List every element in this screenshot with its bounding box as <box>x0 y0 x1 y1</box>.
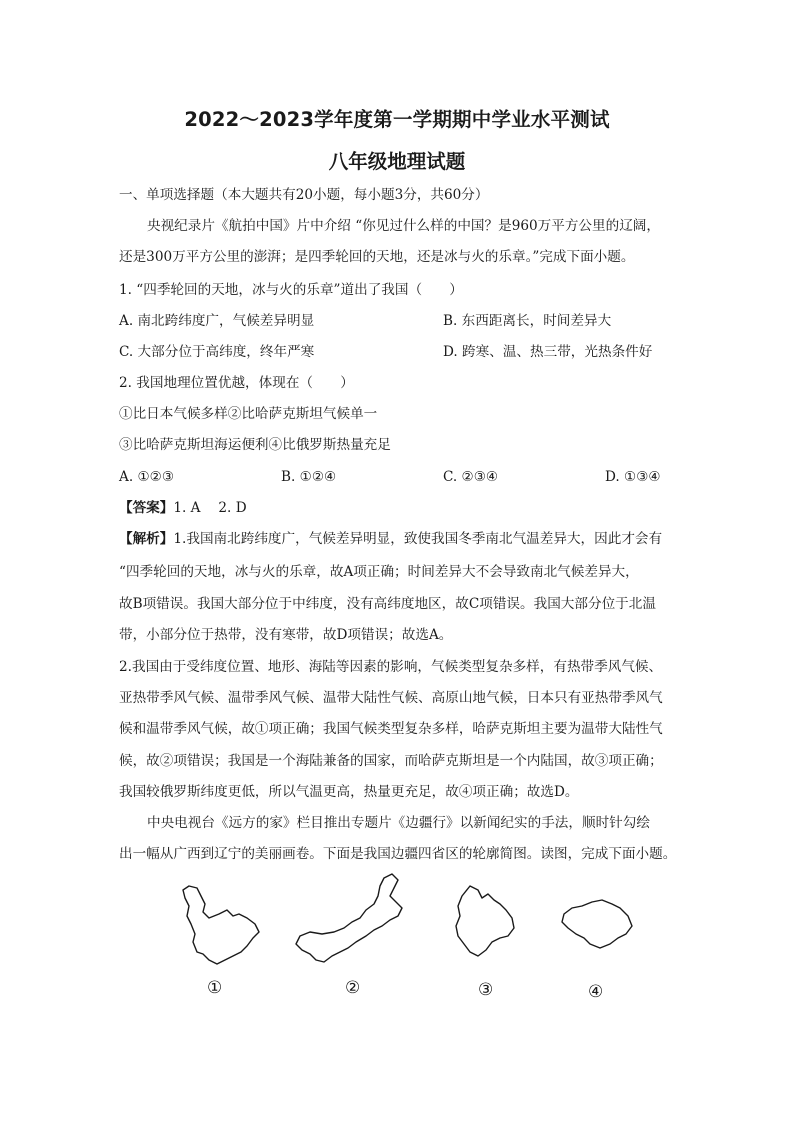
exam-title: 2022～2023学年度第一学期期中学业水平测试 <box>184 108 610 131</box>
answer-text: 1. A 2. D <box>173 500 247 516</box>
q2-option-b: B. ①②④ <box>281 469 337 485</box>
q2-statements-line-1: ①比日本气候多样②比哈萨克斯坦气候单一 <box>119 406 378 422</box>
analysis-line-4: 带，小部分位于热带，没有寒带，故D项错误；故选A。 <box>119 627 453 643</box>
q1-option-a: A. 南北跨纬度广，气候差异明显 <box>119 313 315 329</box>
map-heilongjiang-outline <box>175 880 270 970</box>
analysis-line-6: 亚热带季风气候、温带季风气候、温带大陆性气候、高原山地气候，日本只有亚热带季风气 <box>119 690 663 706</box>
question-1-stem: 1. “四季轮回的天地，冰与火的乐章”道出了我国（ ） <box>119 282 463 298</box>
analysis-line-1 <box>119 530 662 548</box>
section-heading: 一、单项选择题（本大题共有20小题，每小题3分，共60分） <box>119 187 489 203</box>
intro2-line-2: 出一幅从广西到辽宁的美丽画卷。下面是我国边疆四省区的轮廓简图。读图，完成下面小题。 <box>119 846 677 862</box>
analysis-label: 【解析】 <box>119 531 174 547</box>
map-label-3: ③ <box>478 980 494 1000</box>
q1-option-b: B. 东西距离长，时间差异大 <box>443 313 612 329</box>
question-2-stem: 2. 我国地理位置优越，体现在（ ） <box>119 375 354 391</box>
answer-label: 【答案】 <box>119 500 174 516</box>
map-inner-mongolia-outline <box>292 870 422 975</box>
map-label-2: ② <box>345 978 361 998</box>
analysis-line-8: 候，故②项错误；我国是一个海陆兼备的国家，而哈萨克斯坦是一个内陆国，故③项正确； <box>119 753 663 769</box>
intro-line-1: 央视纪录片《航拍中国》片中介绍 “你见过什么样的中国？是960万平方公里的辽阔， <box>147 218 660 234</box>
answer-line <box>119 499 247 517</box>
analysis-line-7: 候和温带季风气候，故①项正确；我国气候类型复杂多样，哈萨克斯坦主要为温带大陆性气 <box>119 721 663 737</box>
analysis-line-9: 我国较俄罗斯纬度更低，所以气温更高，热量更充足，故④项正确；故选D。 <box>119 784 579 800</box>
analysis-line-5: 2.我国由于受纬度位置、地形、海陆等因素的影响，气候类型复杂多样，有热带季风气候、 <box>119 659 663 675</box>
intro-line-2: 还是300万平方公里的澎湃；是四季轮回的天地，还是冰与火的乐章。”完成下面小题。 <box>119 249 635 265</box>
map-yunnan-outline <box>448 880 523 970</box>
analysis-line-2: “四季轮回的天地，冰与火的乐章，故A项正确；时间差异大不会导致南北气候差异大， <box>119 564 639 580</box>
map-guangxi-outline <box>556 888 641 958</box>
map-label-4: ④ <box>588 982 604 1002</box>
analysis-line-3: 故B项错误。我国大部分位于中纬度，没有高纬度地区，故C项错误。我国大部分位于北温 <box>119 596 656 612</box>
q2-option-a: A. ①②③ <box>119 469 175 485</box>
q1-option-c: C. 大部分位于高纬度，终年严寒 <box>119 344 315 360</box>
q2-statements-line-2: ③比哈萨克斯坦海运便利④比俄罗斯热量充足 <box>119 437 391 453</box>
q2-option-c: C. ②③④ <box>443 469 499 485</box>
q2-option-d: D. ①③④ <box>605 469 661 485</box>
exam-subtitle: 八年级地理试题 <box>328 150 466 173</box>
q1-option-d: D. 跨寒、温、热三带，光热条件好 <box>443 344 653 360</box>
map-label-1: ① <box>207 978 223 998</box>
analysis-text: 1.我国南北跨纬度广，气候差异明显，致使我国冬季南北气温差异大，因此才会有 <box>173 531 663 547</box>
intro2-line-1: 中央电视台《远方的家》栏目推出专题片《边疆行》以新闻纪实的手法，顺时针勾绘 <box>147 815 650 831</box>
